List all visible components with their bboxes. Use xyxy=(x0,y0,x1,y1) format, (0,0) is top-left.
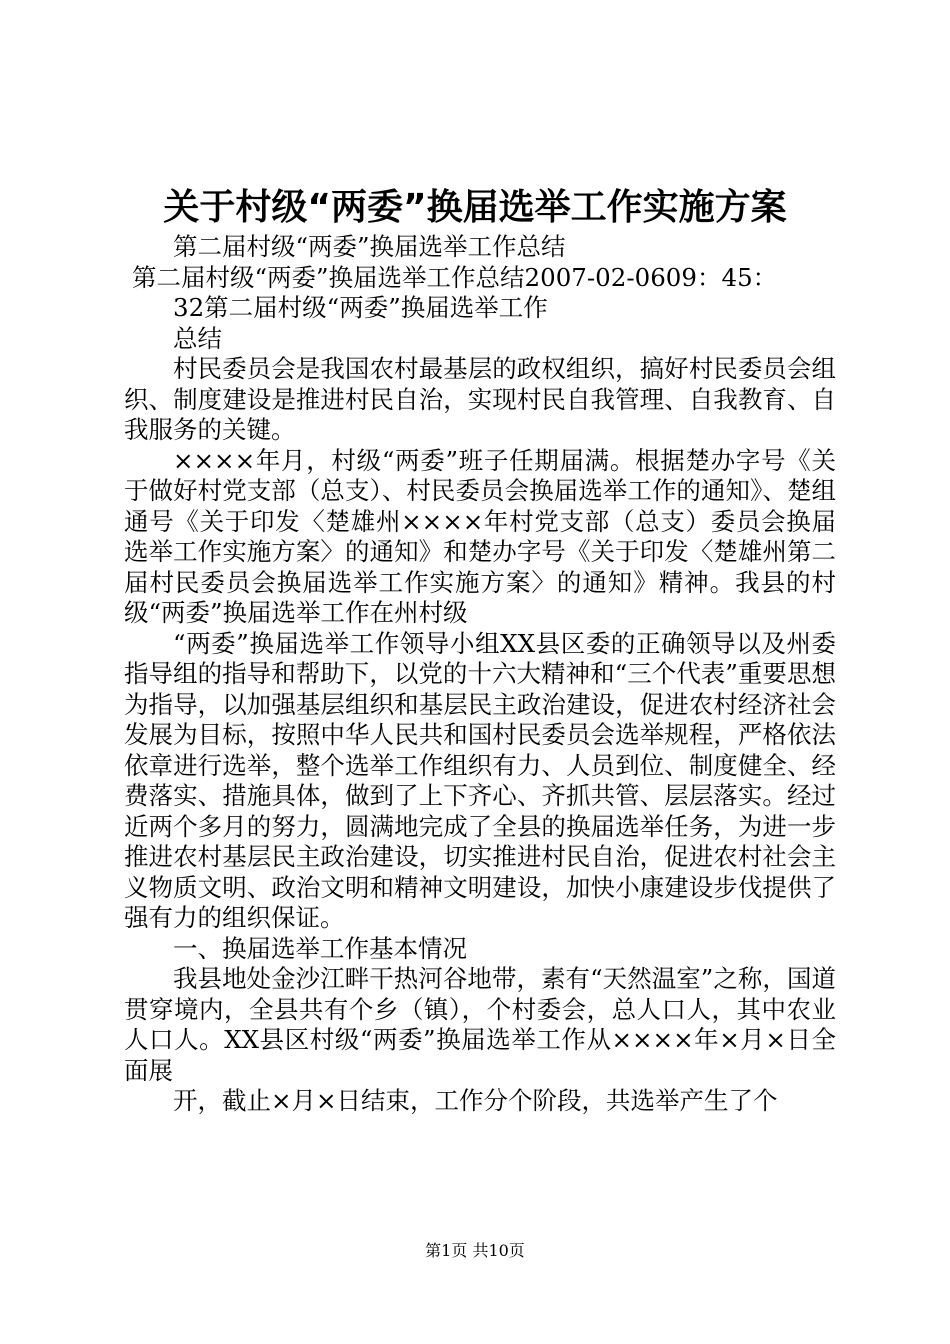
paragraph-county-info: 我县地处金沙江畔干热河谷地带，素有“天然温室”之称，国道贯穿境内，全县共有个乡（镇），个村委会，总人口人，其中农业人口人。XX县区村级“两委”换届选举工作从××××年×月×日全面展 xyxy=(124,964,836,1085)
page-footer: 第1页 共10页 xyxy=(425,1241,525,1260)
paragraph-subtitle: 第二届村级“两委”换届选举工作总结 xyxy=(173,232,566,261)
paragraph-intro: 村民委员会是我国农村最基层的政权组织，搞好村民委员会组织、制度建设是推进村民自治，实现村民自我管理、自我教育、自我服务的关键。 xyxy=(124,354,836,444)
paragraph-header-line: 第二届村级“两委”换届选举工作总结2007-02-0609：45： xyxy=(132,262,778,292)
paragraph-summary-word: 总结 xyxy=(173,323,222,353)
document-body xyxy=(124,232,836,1117)
paragraph-time-line: 32第二届村级“两委”换届选举工作 xyxy=(173,293,548,322)
document-title: 关于村级“两委”换届选举工作实施方案 xyxy=(163,187,787,228)
paragraph-continuation: 开，截止×月×日结束，工作分个阶段，共选举产生了个 xyxy=(173,1086,778,1115)
paragraph-achievements: “两委”换届选举工作领导小组XX县区委的正确领导以及州委指导组的指导和帮助下，以党的十六大精神和“三个代表”重要思想为指导，以加强基层组织和基层民主政治建设，促进农村经济社会发展为目标，按照中华人民共和国村民委员会选举规程，严格依法依章进行选举，整个选举工作组织有力、人员到位、制度健全、经费落实、措施具体，做到了上下齐心、齐抓共管、层层落实。经过近两个多月的努力，圆满地完成了全县的换届选举任务，为进一步推进农村基层民主政治建设，切实推进村民自治，促进农村社会主义物质文明、政治文明和精神文明建设，加快小康建设步伐提供了强有力的组织保证。 xyxy=(124,628,836,932)
paragraph-background: ××××年月，村级“两委”班子任期届满。根据楚办字号《关于做好村党支部（总支）、村民委员会换届选举工作的通知》、楚组通号《关于印发〈楚雄州××××年村党支部（总支）委员会换届选举工作实施方案〉的通知》和楚办字号《关于印发〈楚雄州第二届村民委员会换届选举工作实施方案〉的通知》精神。我县的村级“两委”换届选举工作在州村级 xyxy=(124,445,836,627)
section-heading: 一、换届选举工作基本情况 xyxy=(173,933,467,963)
